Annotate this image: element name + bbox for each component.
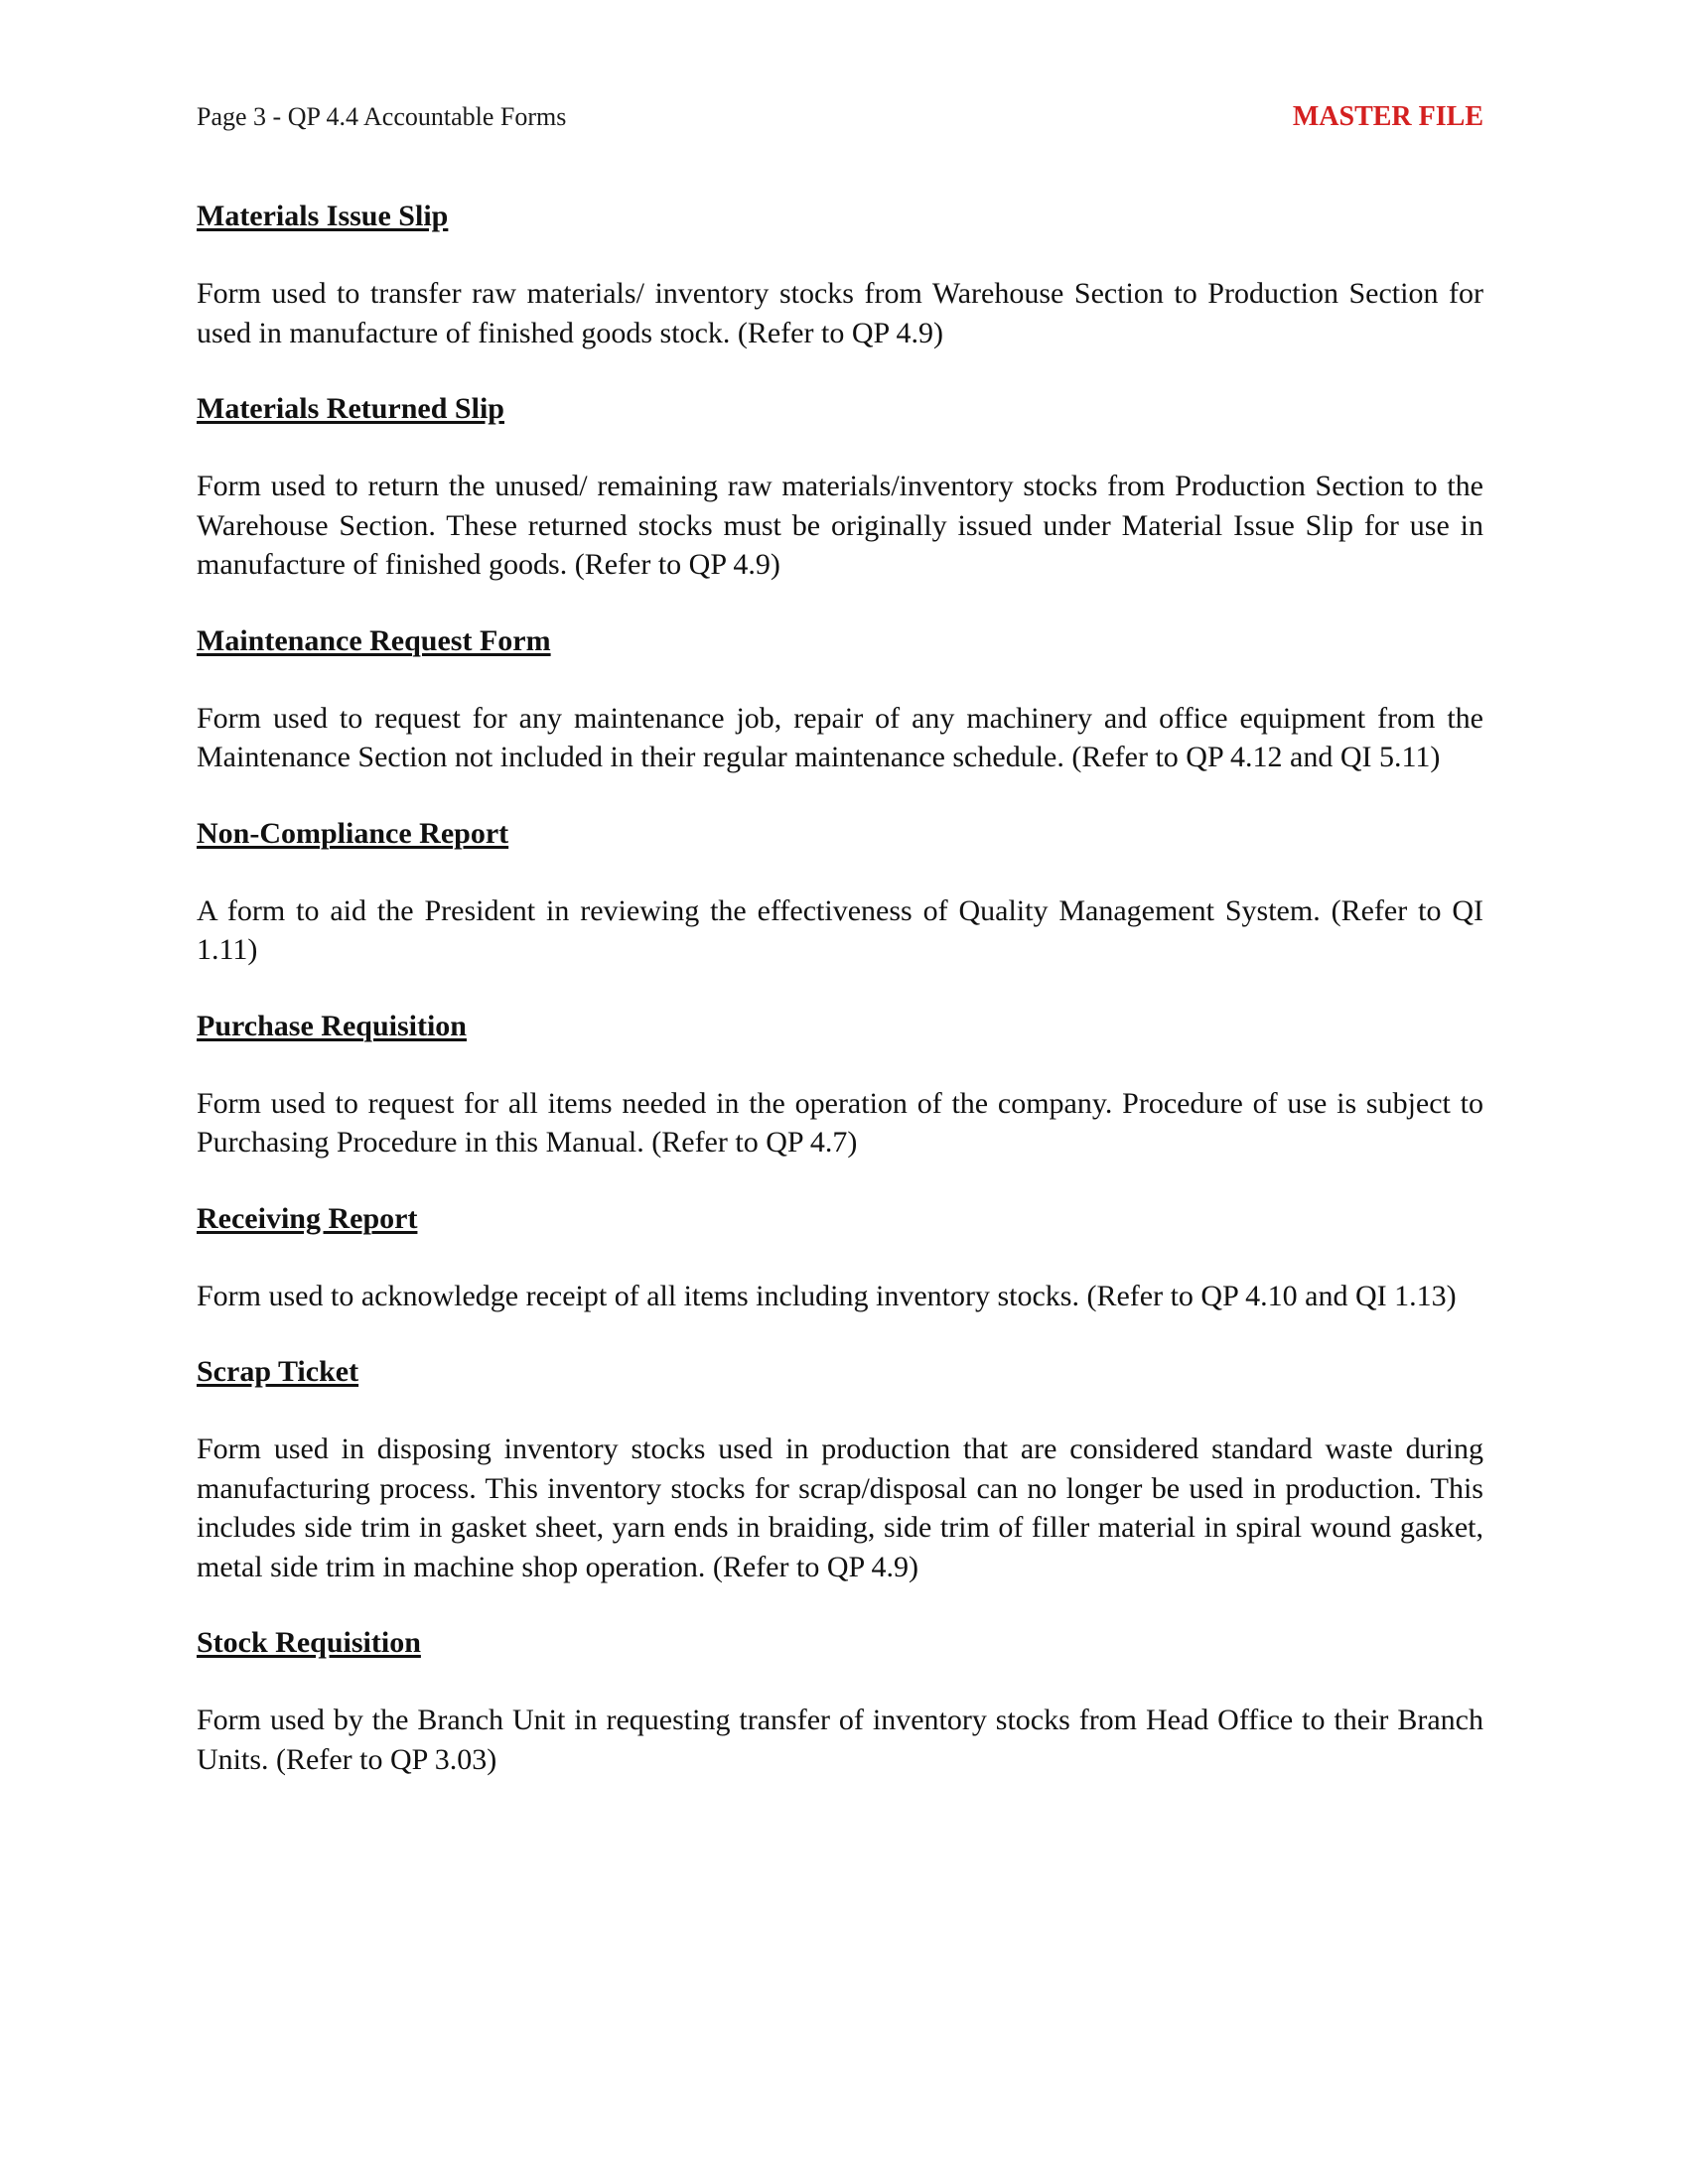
form-entry-materials-returned-slip <box>197 389 1483 585</box>
form-title: Receiving Report <box>197 1201 418 1235</box>
document-body <box>197 197 1483 1816</box>
form-title: Non-Compliance Report <box>197 816 509 850</box>
form-title: Maintenance Request Form <box>197 623 551 657</box>
form-entry-receiving-report <box>197 1199 1483 1316</box>
form-description: Form used to return the unused/ remaining raw materials/inventory stocks from Production Section to the Warehouse Section. These returned stocks must be originally issued under Material Issue Slip for use in manufacture of finished goods. (Refer to QP 4.9) <box>197 470 1483 581</box>
form-entry-non-compliance-report <box>197 814 1483 970</box>
form-title: Materials Returned Slip <box>197 392 504 425</box>
form-title: Stock Requisition <box>197 1626 421 1659</box>
form-description: Form used to request for all items needed in the operation of the company. Procedure of use is subject to Purchasing Procedure in this Manual. (Refer to QP 4.7) <box>197 1086 1483 1159</box>
page-header-title: Page 3 - QP 4.4 Accountable Forms <box>197 102 567 131</box>
form-title: Purchase Requisition <box>197 1009 467 1042</box>
form-description: Form used to transfer raw materials/ inventory stocks from Warehouse Section to Production Section for used in manufacture of finished goods stock. (Refer to QP 4.9) <box>197 277 1483 349</box>
page-header <box>197 99 1483 139</box>
form-title: Materials Issue Slip <box>197 200 449 232</box>
master-file-label: MASTER FILE <box>1292 101 1483 132</box>
form-entry-materials-issue-slip <box>197 197 1483 352</box>
form-entry-purchase-requisition <box>197 1007 1483 1162</box>
form-description: A form to aid the President in reviewing the effectiveness of Quality Management System. (Refer to QI 1.11) <box>197 893 1483 966</box>
form-entry-scrap-ticket <box>197 1352 1483 1586</box>
form-description: Form used in disposing inventory stocks used in production that are considered standard waste during manufacturing process. This inventory stocks for scrap/disposal can no longer be used in production. This includes side trim in gasket sheet, yarn ends in braiding, side trim of filler material in spiral wound gasket, metal side trim in machine shop operation. (Refer to QP 4.9) <box>197 1433 1483 1583</box>
form-description: Form used to request for any maintenance job, repair of any machinery and office equipment from the Maintenance Section not included in their regular maintenance schedule. (Refer to QP 4.12 and QI 5.11) <box>197 701 1483 773</box>
form-description: Form used by the Branch Unit in requesting transfer of inventory stocks from Head Office to their Branch Units. (Refer to QP 3.03) <box>197 1704 1483 1776</box>
form-title: Scrap Ticket <box>197 1355 359 1388</box>
form-entry-maintenance-request-form <box>197 621 1483 777</box>
form-entry-stock-requisition <box>197 1623 1483 1779</box>
form-description: Form used to acknowledge receipt of all items including inventory stocks. (Refer to QP 4.10 and QI 1.13) <box>197 1279 1457 1312</box>
